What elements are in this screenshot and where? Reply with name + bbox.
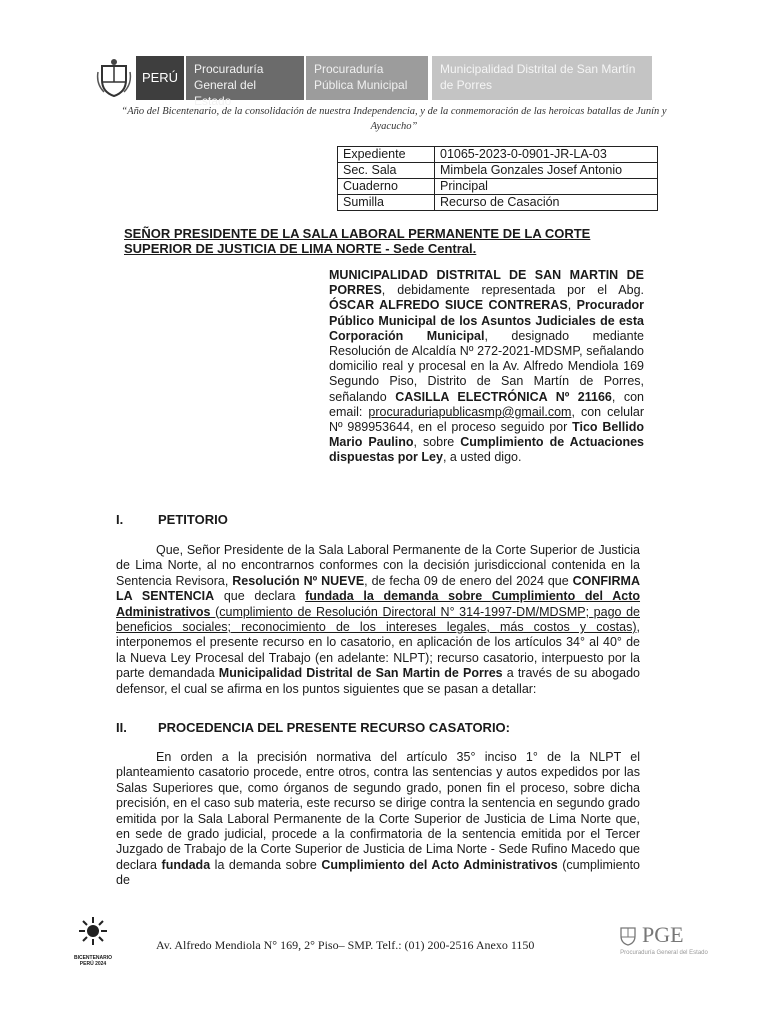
party-introduction bbox=[329, 268, 644, 466]
banner-procuraduria-general: Procuraduría General del Estado bbox=[186, 56, 304, 100]
pge-label: PGE bbox=[642, 922, 684, 947]
case-row-value: Recurso de Casación bbox=[435, 195, 658, 211]
case-row bbox=[338, 179, 658, 195]
paragraph-text: , de fecha 09 de enero del 2024 que bbox=[364, 573, 573, 588]
case-row bbox=[338, 163, 658, 179]
fundada: fundada bbox=[161, 857, 211, 872]
section-2-title: PROCEDENCIA DEL PRESENTE RECURSO CASATORIO: bbox=[158, 720, 511, 735]
cumplimiento: Cumplimiento del Acto Administrativos bbox=[321, 857, 558, 872]
paragraph-text: (cumplimiento de bbox=[116, 857, 641, 888]
section-2-paragraph bbox=[116, 750, 640, 889]
email-link[interactable]: procuraduriapublicasmp@gmail.com bbox=[368, 404, 572, 419]
pge-sublabel: Procuraduría General del Estado bbox=[620, 950, 708, 956]
paragraph-text: Que, Señor Presidente de la Sala Laboral Permanente de la Corte Superior de Justicia de Lima Norte, al no encontrarnos conformes con la decisión jurisdiccional contenida en la Sentencia Revisora, bbox=[116, 543, 640, 588]
year-motto: “Año del Bicentenario, de la consolidación de nuestra Independencia, y de la conmemoración de las heroicas batallas de Junín y Ayacucho” bbox=[121, 106, 667, 132]
cumplimiento-detail: (cumplimiento de Resolución Directoral N° 314-1997-DM/MDSMP; pago de beneficios sociales; reconocimiento de los intereses legales, más costos y costas) bbox=[116, 604, 640, 635]
section-1-number: I. bbox=[116, 512, 124, 527]
lawyer-role: Procurador Público Municipal de los Asuntos Judiciales de esta Corporación Municipal bbox=[329, 298, 644, 343]
paragraph-text: la demanda sobre bbox=[210, 857, 322, 872]
footer-address: Av. Alfredo Mendiola N° 169, 2° Piso– SMP. Telf.: (01) 200-2516 Anexo 1150 bbox=[156, 938, 535, 952]
case-row-label: Sumilla bbox=[338, 195, 435, 211]
casilla: CASILLA ELECTRÓNICA Nº 21166 bbox=[395, 389, 612, 404]
case-row-label: Cuaderno bbox=[338, 179, 435, 195]
lawyer-name: ÓSCAR ALFREDO SIUCE CONTRERAS bbox=[329, 298, 568, 313]
paragraph-text: En orden a la precisión normativa del artículo 35° inciso 1° de la NLPT el planteamiento casatorio procede, entre otros, contra las sentencias y autos expedidos por las Salas Superiores que, como órganos de segundo grado, ponen fin el proceso, sobre dicha precisión, en el caso sub materia, este recurso se dirige contra la sentencia en segundo grado emitida por la Sala Laboral Permanente de la Corte Superior de Justicia de Lima Norte que, en sede de grado judicial, procede a la confirmatoria de la sentencia emitida por el Tercer Juzgado de Trabajo de la Corte Superior de Justicia de Lima Norte - Sede Rufino Macedo que declara bbox=[116, 750, 640, 872]
peru-coat-of-arms-icon bbox=[96, 58, 132, 98]
case-info-table bbox=[337, 146, 658, 211]
banner-municipalidad: Municipalidad Distrital de San Martín de Porres bbox=[432, 56, 652, 100]
fundada: fundada la demanda sobre bbox=[305, 589, 492, 604]
pge-logo bbox=[614, 922, 714, 964]
banner-country: PERÚ bbox=[136, 56, 184, 100]
paragraph-text: , interponemos el presente recurso en lo casatorio, en aplicación de los artículos 34° al 40° de la Nueva Ley Procesal del Trabajo (en adelante: NLPT); recurso casatorio, interpuesto por la parte demandada bbox=[116, 620, 640, 681]
bicentenario-logo bbox=[68, 914, 118, 967]
paragraph-text: a través de su abogado defensor, el cual se afirma en los puntos siguientes que se pasan a detallar: bbox=[116, 666, 641, 696]
resolution: Resolución Nº NUEVE bbox=[232, 573, 365, 588]
party-text: , con celular Nº 989953644, en el proceso seguido por bbox=[329, 404, 644, 435]
party-text: , con email: bbox=[329, 389, 644, 419]
plaintiff-name: Tico Bellido Mario Paulino bbox=[329, 420, 644, 450]
bicentenario-label: BICENTENARIO PERÚ 2024 bbox=[73, 955, 113, 967]
party-text: , a usted digo. bbox=[442, 450, 522, 465]
section-1-title: PETITORIO bbox=[158, 512, 228, 527]
confirma: CONFIRMA LA SENTENCIA bbox=[116, 573, 640, 604]
case-row bbox=[338, 147, 658, 163]
paragraph-text: que declara bbox=[214, 589, 306, 604]
party-text: , debidamente representada por el Abg. bbox=[381, 283, 644, 298]
section-1-paragraph bbox=[116, 543, 640, 697]
matter: Cumplimiento de Actuaciones dispuestas por Ley bbox=[329, 435, 645, 465]
case-row-value: 01065-2023-0-0901-JR-LA-03 bbox=[435, 147, 658, 163]
peru-coat-of-arms-icon bbox=[618, 924, 638, 946]
case-row-value: Principal bbox=[435, 179, 658, 195]
section-2-number: II. bbox=[116, 720, 127, 735]
addressee: SEÑOR PRESIDENTE DE LA SALA LABORAL PERMANENTE DE LA CORTE SUPERIOR DE JUSTICIA DE LIMA NORTE - Sede Central. bbox=[124, 226, 591, 256]
cumplimiento: Cumplimiento del Acto Administrativos bbox=[116, 589, 641, 619]
party-name: MUNICIPALIDAD DISTRITAL DE SAN MARTIN DE PORRES bbox=[329, 268, 644, 298]
case-row-label: Sec. Sala bbox=[338, 163, 435, 179]
banner-procuraduria-municipal: Procuraduría Pública Municipal bbox=[306, 56, 428, 100]
municipalidad: Municipalidad Distrital de San Martin de Porres bbox=[218, 666, 503, 681]
party-text: , designado mediante Resolución de Alcaldía Nº 272-2021-MDSMP, señalando domicilio real y procesal en la Av. Alfredo Mendiola 169 Segundo Piso, Distrito de San Martín de Porres, señalando bbox=[329, 328, 644, 404]
party-text: , bbox=[567, 298, 577, 313]
case-row bbox=[338, 195, 658, 211]
case-row-value: Mimbela Gonzales Josef Antonio bbox=[435, 163, 658, 179]
party-text: , sobre bbox=[413, 435, 461, 450]
case-row-label: Expediente bbox=[338, 147, 435, 163]
